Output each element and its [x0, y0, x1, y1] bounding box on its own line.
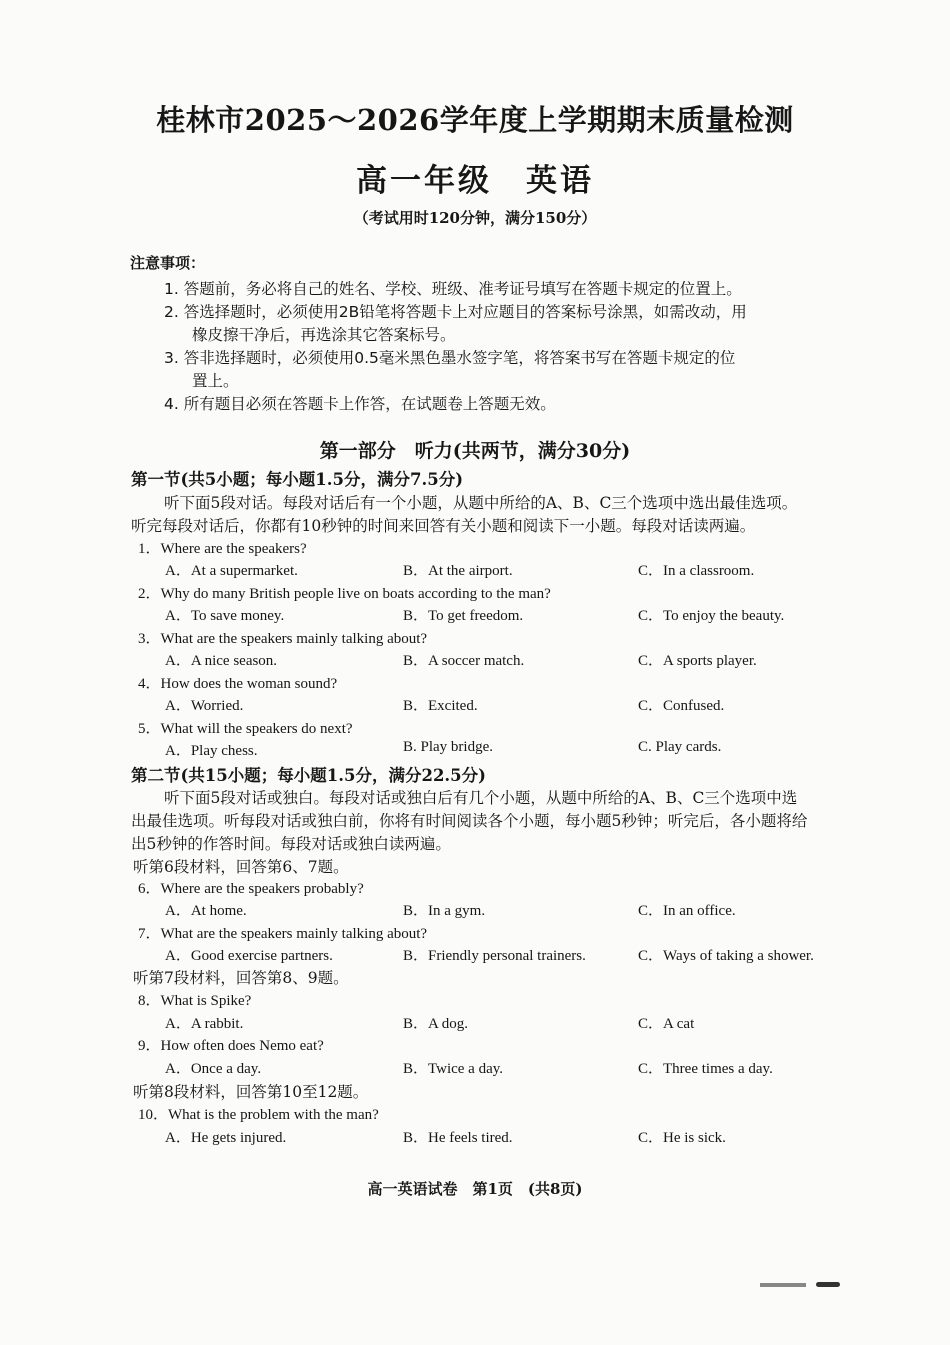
option-c: C．A cat: [638, 1016, 695, 1032]
option-a: A．A rabbit.: [165, 1016, 244, 1032]
instructions-line: 出5秒钟的作答时间。每段对话或独白读两遍。: [131, 835, 451, 853]
option-c: C．Ways of taking a shower.: [638, 948, 814, 964]
option-c: C．In an office.: [638, 903, 736, 919]
option-c: C．Three times a day.: [638, 1061, 773, 1077]
option-b: B．Excited.: [403, 698, 478, 714]
option-c: C．He is sick.: [638, 1130, 726, 1146]
option-b: B．In a gym.: [403, 903, 486, 919]
instructions-line: 出最佳选项。听每段对话或独白前，你将有时间阅读各个小题，每小题5秒钟；听完后，各小题将给: [131, 812, 808, 830]
option-c: C．To enjoy the beauty.: [638, 608, 785, 624]
note-item: 3. 答非选择题时，必须使用0.5毫米黑色墨水签字笔，将答案书写在答题卡规定的位: [164, 349, 736, 367]
note-item: 2. 答选择题时，必须使用2B铅笔将答题卡上对应题目的答案标号涂黑，如需改动，用: [164, 303, 747, 321]
note-item: 橡皮擦干净后，再选涂其它答案标号。: [192, 326, 456, 344]
section-heading: 第二节(共15小题；每小题1.5分，满分22.5分): [131, 766, 486, 785]
option-b: B．At the airport.: [403, 563, 513, 579]
option-a: A．To save money.: [165, 608, 285, 624]
option-a: A．At a supermarket.: [165, 563, 298, 579]
option-a: A．Play chess.: [165, 743, 258, 759]
option-a: A．Good exercise partners.: [165, 948, 333, 964]
option-b: B．A soccer match.: [403, 653, 525, 669]
option-b: B．A dog.: [403, 1016, 469, 1032]
page-subtitle: 高一年级 英语: [356, 163, 594, 199]
corner-logo-icon: [760, 1281, 840, 1289]
question-text: 9．How often does Nemo eat?: [138, 1038, 324, 1054]
page-footer: 高一英语试卷 第1页 (共8页): [367, 1180, 583, 1198]
question-text: 6．Where are the speakers probably?: [138, 881, 364, 897]
listen-label: 听第6段材料，回答第6、7题。: [133, 858, 349, 876]
option-c: C．A sports player.: [638, 653, 757, 669]
question-text: 2．Why do many British people live on boats according to the man?: [138, 586, 551, 602]
option-a: A．At home.: [165, 903, 247, 919]
exam-info: （考试用时120分钟，满分150分）: [353, 209, 597, 227]
part-heading: 第一部分 听力(共两节，满分30分): [319, 440, 631, 462]
question-text: 8．What is Spike?: [138, 993, 252, 1009]
question-text: 3．What are the speakers mainly talking about?: [138, 631, 428, 647]
note-item: 置上。: [192, 372, 239, 390]
listen-label: 听第8段材料，回答第10至12题。: [133, 1083, 369, 1101]
question-text: 10．What is the problem with the man?: [138, 1107, 379, 1123]
option-a: A．Once a day.: [165, 1061, 262, 1077]
option-b: B．Twice a day.: [403, 1061, 504, 1077]
option-a: A．Worried.: [165, 698, 244, 714]
option-b: B．Friendly personal trainers.: [403, 948, 586, 964]
instructions-line: 听完每段对话后，你都有10秒钟的时间来回答有关小题和阅读下一小题。每段对话读两遍。: [131, 517, 756, 535]
note-item: 1. 答题前，务必将自己的姓名、学校、班级、准考证号填写在答题卡规定的位置上。: [164, 280, 742, 298]
option-c: C．In a classroom.: [638, 563, 755, 579]
option-c: C．Confused.: [638, 698, 725, 714]
option-c: C. Play cards.: [638, 739, 722, 755]
question-text: 4．How does the woman sound?: [138, 676, 338, 692]
question-text: 5．What will the speakers do next?: [138, 721, 353, 737]
instructions-line: 听下面5段对话。每段对话后有一个小题，从题中所给的A、B、C三个选项中选出最佳选项。: [164, 494, 798, 512]
notes-heading: 注意事项：: [130, 254, 206, 272]
question-text: 7．What are the speakers mainly talking about?: [138, 926, 428, 942]
listen-label: 听第7段材料，回答第8、9题。: [133, 969, 349, 987]
section-heading: 第一节(共5小题；每小题1.5分，满分7.5分): [131, 470, 464, 489]
instructions-line: 听下面5段对话或独白。每段对话或独白后有几个小题，从题中所给的A、B、C三个选项中选: [164, 789, 798, 807]
note-item: 4. 所有题目必须在答题卡上作答，在试题卷上答题无效。: [164, 395, 556, 413]
question-text: 1．Where are the speakers?: [138, 541, 307, 557]
option-a: A．He gets injured.: [165, 1130, 287, 1146]
option-a: A．A nice season.: [165, 653, 278, 669]
option-b: B. Play bridge.: [403, 739, 493, 755]
option-b: B．To get freedom.: [403, 608, 524, 624]
option-b: B．He feels tired.: [403, 1130, 513, 1146]
page-title: 桂林市2025～2026学年度上学期期末质量检测: [156, 103, 794, 137]
